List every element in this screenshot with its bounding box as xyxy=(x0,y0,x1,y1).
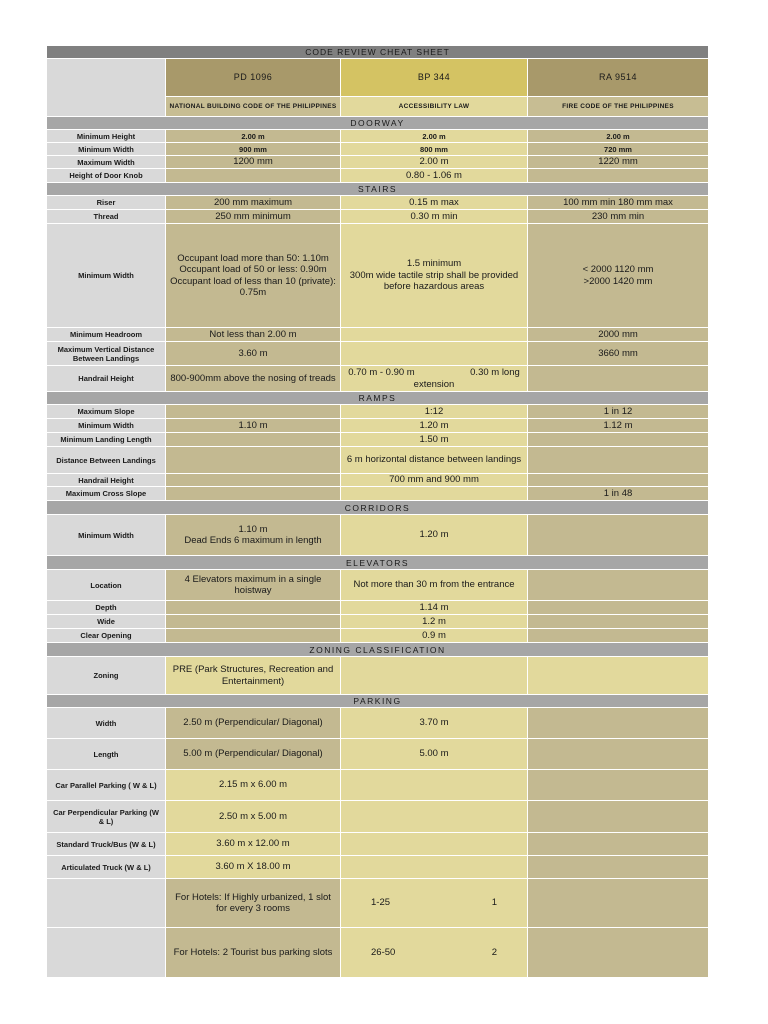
bp-value: 0.70 m - 0.90 m 0.30 m long extension xyxy=(341,366,528,392)
ra-value: 1.12 m xyxy=(528,419,708,433)
column-ra-code: RA 9514 xyxy=(528,59,708,97)
table-row xyxy=(47,629,708,643)
ra-value xyxy=(528,879,708,928)
bp-value: 1.20 m xyxy=(341,419,528,433)
ra-value xyxy=(528,801,708,833)
row-label: Length xyxy=(47,739,166,770)
pd-value: 2.50 m (Perpendicular/ Diagonal) xyxy=(166,708,341,739)
ra-value xyxy=(528,833,708,856)
row-label: Location xyxy=(47,570,166,601)
table-row xyxy=(47,210,708,224)
bp-value: 800 mm xyxy=(341,143,528,156)
table-row xyxy=(47,739,708,770)
pd-value xyxy=(166,487,341,501)
table-row xyxy=(47,130,708,143)
table-row xyxy=(47,879,708,928)
bp-value: 0.80 - 1.06 m xyxy=(341,169,528,183)
pd-value: 5.00 m (Perpendicular/ Diagonal) xyxy=(166,739,341,770)
ra-value xyxy=(528,928,708,977)
pd-value: 800-900mm above the nosing of treads xyxy=(166,366,341,392)
sheet-title: CODE REVIEW CHEAT SHEET xyxy=(47,46,708,59)
ra-value: < 2000 1120 mm >2000 1420 mm xyxy=(528,224,708,328)
ra-value xyxy=(528,657,708,695)
pd-value: 250 mm minimum xyxy=(166,210,341,224)
row-label: Minimum Height xyxy=(47,130,166,143)
bp-value xyxy=(341,833,528,856)
table-row xyxy=(47,405,708,419)
pd-value: 2.15 m x 6.00 m xyxy=(166,770,341,801)
row-label: Car Perpendicular Parking (W & L) xyxy=(47,801,166,833)
pd-value: 2.50 m x 5.00 m xyxy=(166,801,341,833)
bp-value xyxy=(341,342,528,366)
pd-value: 3.60 m xyxy=(166,342,341,366)
row-label: Handrail Height xyxy=(47,366,166,392)
table-row xyxy=(47,657,708,695)
bp-value: 1.20 m xyxy=(341,515,528,556)
slot-range: 26-50 xyxy=(371,946,396,958)
ra-value: 1 in 48 xyxy=(528,487,708,501)
pd-value xyxy=(166,405,341,419)
bp-value xyxy=(341,328,528,342)
row-label: Standard Truck/Bus (W & L) xyxy=(47,833,166,856)
bp-value: Not more than 30 m from the entrance xyxy=(341,570,528,601)
bp-value xyxy=(341,657,528,695)
ra-value xyxy=(528,708,708,739)
pd-value: Occupant load more than 50: 1.10m Occupant load of 50 or less: 0.90m Occupant load of less than 10 (private): 0.75m xyxy=(166,224,341,328)
table-row xyxy=(47,570,708,601)
table-row xyxy=(47,433,708,447)
bp-value xyxy=(341,928,528,977)
bp-value: 0.15 m max xyxy=(341,196,528,210)
table-row xyxy=(47,328,708,342)
row-label: Minimum Width xyxy=(47,224,166,328)
row-label: Distance Between Landings xyxy=(47,447,166,474)
bp-value: 1.2 m xyxy=(341,615,528,629)
bp-value: 2.00 m xyxy=(341,130,528,143)
section-stairs: STAIRS xyxy=(47,183,708,196)
section-doorway: DOORWAY xyxy=(47,117,708,130)
bp-value: 1.50 m xyxy=(341,433,528,447)
row-label: Car Parallel Parking ( W & L) xyxy=(47,770,166,801)
table-row xyxy=(47,601,708,615)
row-label: Maximum Cross Slope xyxy=(47,487,166,501)
bp-value xyxy=(341,801,528,833)
row-label: Wide xyxy=(47,615,166,629)
bp-value xyxy=(341,487,528,501)
pd-value: 1.10 m xyxy=(166,419,341,433)
table-row xyxy=(47,169,708,183)
pd-value: 3.60 m x 12.00 m xyxy=(166,833,341,856)
pd-value: 2.00 m xyxy=(166,130,341,143)
ra-value: 3660 mm xyxy=(528,342,708,366)
column-header-row xyxy=(47,59,708,117)
row-label xyxy=(47,879,166,928)
ra-value xyxy=(528,515,708,556)
bp-value xyxy=(341,879,528,928)
row-label: Handrail Height xyxy=(47,474,166,487)
ra-value: 1 in 12 xyxy=(528,405,708,419)
row-label: Clear Opening xyxy=(47,629,166,643)
ra-value xyxy=(528,366,708,392)
pd-value: For Hotels: 2 Tourist bus parking slots xyxy=(166,928,341,977)
column-ra-desc: FIRE CODE OF THE PHILIPPINES xyxy=(528,97,708,117)
ra-value: 1220 mm xyxy=(528,156,708,169)
column-bp-desc: ACCESSIBILITY LAW xyxy=(341,97,528,117)
row-label: Maximum Vertical Distance Between Landings xyxy=(47,342,166,366)
row-label: Depth xyxy=(47,601,166,615)
ra-value xyxy=(528,474,708,487)
bp-value: 1:12 xyxy=(341,405,528,419)
table-row xyxy=(47,447,708,474)
pd-value: PRE (Park Structures, Recreation and Entertainment) xyxy=(166,657,341,695)
column-pd-desc: NATIONAL BUILDING CODE OF THE PHILIPPINES xyxy=(166,97,341,117)
ra-value: 230 mm min xyxy=(528,210,708,224)
pd-value xyxy=(166,601,341,615)
pd-value: For Hotels: If Highly urbanized, 1 slot for every 3 rooms xyxy=(166,879,341,928)
pd-value xyxy=(166,447,341,474)
ra-value xyxy=(528,629,708,643)
code-review-sheet xyxy=(47,46,708,977)
row-label: Minimum Landing Length xyxy=(47,433,166,447)
table-row xyxy=(47,615,708,629)
slot-count: 2 xyxy=(491,946,497,958)
table-row xyxy=(47,833,708,856)
bp-value: 5.00 m xyxy=(341,739,528,770)
bp-value: 0.9 m xyxy=(341,629,528,643)
pd-value: Not less than 2.00 m xyxy=(166,328,341,342)
ra-value xyxy=(528,433,708,447)
table-row xyxy=(47,156,708,169)
ra-value xyxy=(528,169,708,183)
pd-value xyxy=(166,169,341,183)
ra-value xyxy=(528,856,708,879)
table-row xyxy=(47,770,708,801)
table-row xyxy=(47,366,708,392)
row-label xyxy=(47,928,166,977)
pd-value: 3.60 m X 18.00 m xyxy=(166,856,341,879)
ra-value: 720 mm xyxy=(528,143,708,156)
ra-value xyxy=(528,570,708,601)
table-row xyxy=(47,143,708,156)
column-bp-code: BP 344 xyxy=(341,59,528,97)
pd-value: 1.10 m Dead Ends 6 maximum in length xyxy=(166,515,341,556)
slot-range: 1-25 xyxy=(371,897,391,909)
table-row xyxy=(47,928,708,977)
section-elevators: ELEVATORS xyxy=(47,556,708,570)
table-row xyxy=(47,224,708,328)
table-row xyxy=(47,487,708,501)
section-ramps: RAMPS xyxy=(47,392,708,405)
row-label: Minimum Width xyxy=(47,419,166,433)
pd-value xyxy=(166,615,341,629)
pd-value: 4 Elevators maximum in a single hoistway xyxy=(166,570,341,601)
ra-value xyxy=(528,601,708,615)
row-label: Maximum Width xyxy=(47,156,166,169)
pd-value xyxy=(166,433,341,447)
bp-value: 1.5 minimum 300m wide tactile strip shall be provided before hazardous areas xyxy=(341,224,528,328)
pd-value xyxy=(166,474,341,487)
section-zoning: ZONING CLASSIFICATION xyxy=(47,643,708,657)
bp-value: 2.00 m xyxy=(341,156,528,169)
bp-value: 1.14 m xyxy=(341,601,528,615)
table-row xyxy=(47,474,708,487)
table-row xyxy=(47,856,708,879)
row-label: Thread xyxy=(47,210,166,224)
table-row xyxy=(47,708,708,739)
row-label: Minimum Headroom xyxy=(47,328,166,342)
row-label: Riser xyxy=(47,196,166,210)
ra-value xyxy=(528,739,708,770)
header-columns xyxy=(166,59,708,117)
section-parking: PARKING xyxy=(47,695,708,708)
row-label: Minimum Width xyxy=(47,515,166,556)
ra-value: 2.00 m xyxy=(528,130,708,143)
pd-value: 200 mm maximum xyxy=(166,196,341,210)
table-row xyxy=(47,515,708,556)
bp-value: 6 m horizontal distance between landings xyxy=(341,447,528,474)
bp-value: 0.30 m min xyxy=(341,210,528,224)
bp-value xyxy=(341,856,528,879)
ra-value xyxy=(528,447,708,474)
row-label: Minimum Width xyxy=(47,143,166,156)
section-corridors: CORRIDORS xyxy=(47,501,708,515)
row-label: Articulated Truck (W & L) xyxy=(47,856,166,879)
ra-value xyxy=(528,770,708,801)
row-label: Height of Door Knob xyxy=(47,169,166,183)
row-label: Zoning xyxy=(47,657,166,695)
ra-value: 100 mm min 180 mm max xyxy=(528,196,708,210)
table-row xyxy=(47,419,708,433)
table-row xyxy=(47,342,708,366)
pd-value: 1200 mm xyxy=(166,156,341,169)
pd-value: 900 mm xyxy=(166,143,341,156)
bp-value: 3.70 m xyxy=(341,708,528,739)
bp-value: 700 mm and 900 mm xyxy=(341,474,528,487)
row-label: Maximum Slope xyxy=(47,405,166,419)
header-blank-cell xyxy=(47,59,166,117)
table-row xyxy=(47,801,708,833)
ra-value: 2000 mm xyxy=(528,328,708,342)
table-row xyxy=(47,196,708,210)
pd-value xyxy=(166,629,341,643)
column-pd-code: PD 1096 xyxy=(166,59,341,97)
bp-value xyxy=(341,770,528,801)
slot-count: 1 xyxy=(491,897,497,909)
row-label: Width xyxy=(47,708,166,739)
ra-value xyxy=(528,615,708,629)
